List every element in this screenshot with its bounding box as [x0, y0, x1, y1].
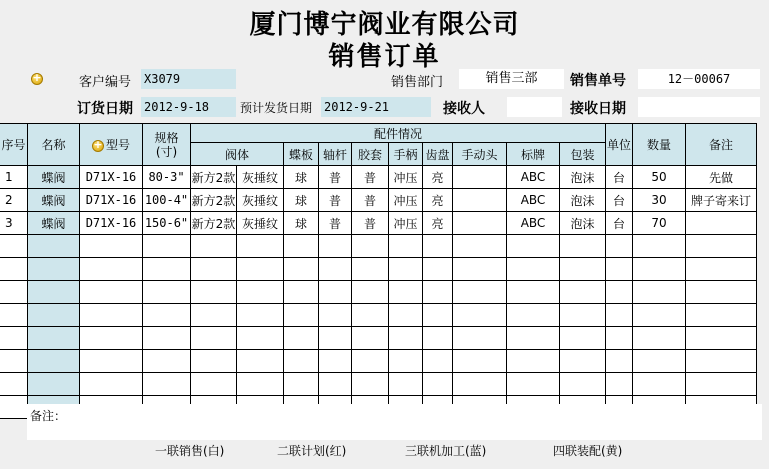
cell-spec[interactable] [143, 304, 191, 327]
cell-body1[interactable]: 新方2款 [191, 212, 237, 235]
cell-shaft[interactable] [319, 304, 352, 327]
order-no-field[interactable]: 12－00067 [638, 69, 760, 89]
col-plate: 蝶板 [284, 143, 319, 166]
cell-body1[interactable]: 新方2款 [191, 166, 237, 189]
copy-1-label: 一联销售(白) [155, 444, 225, 458]
cell-remark[interactable] [686, 373, 757, 396]
col-model-label: 型号 [105, 138, 130, 152]
cell-qty[interactable] [633, 258, 686, 281]
customer-field[interactable]: X3079 [141, 69, 236, 89]
cell-name[interactable] [28, 304, 80, 327]
cell-plate[interactable] [284, 327, 319, 350]
cell-qty[interactable] [633, 281, 686, 304]
cell-shaft[interactable]: 普 [319, 166, 352, 189]
cell-plate[interactable] [284, 304, 319, 327]
cell-shaft[interactable] [319, 373, 352, 396]
cell-shaft[interactable] [319, 327, 352, 350]
cell-body2[interactable] [237, 373, 284, 396]
cell-body2[interactable] [237, 281, 284, 304]
cell-pack[interactable] [560, 258, 606, 281]
receive-date-field[interactable] [638, 97, 760, 117]
cell-handle[interactable] [389, 327, 423, 350]
cell-qty[interactable] [633, 327, 686, 350]
cell-gear[interactable]: 亮 [423, 166, 453, 189]
table-row [0, 166, 757, 189]
cell-seq[interactable] [0, 327, 28, 350]
cell-qty[interactable] [633, 350, 686, 373]
copy-2-label: 二联计划(红) [277, 444, 347, 458]
receiver-field[interactable] [507, 97, 562, 117]
cell-body2[interactable]: 灰捶纹 [237, 166, 284, 189]
cell-unit[interactable]: 台 [606, 212, 633, 235]
cell-plate[interactable] [284, 350, 319, 373]
cell-seq[interactable]: 2 [0, 189, 28, 212]
cell-gear[interactable] [423, 258, 453, 281]
cell-body1[interactable] [191, 327, 237, 350]
cell-name[interactable] [28, 235, 80, 258]
cell-handle[interactable]: 冲压 [389, 212, 423, 235]
cell-unit[interactable] [606, 373, 633, 396]
cell-plate[interactable]: 球 [284, 166, 319, 189]
cell-body2[interactable] [237, 304, 284, 327]
cell-brand[interactable]: ABC [507, 189, 560, 212]
cell-handle[interactable] [389, 373, 423, 396]
col-brand: 标牌 [507, 143, 560, 166]
table-row [0, 281, 757, 304]
cell-name[interactable]: 蝶阀 [28, 166, 80, 189]
col-model [80, 124, 143, 166]
col-handle: 手柄 [389, 143, 423, 166]
cell-spec[interactable]: 100-4" [143, 189, 191, 212]
cell-remark[interactable] [686, 281, 757, 304]
note-label: 备注： [30, 409, 67, 423]
col-name: 名称 [28, 124, 80, 166]
cell-seq[interactable]: 3 [0, 212, 28, 235]
cell-handle[interactable] [389, 235, 423, 258]
cell-sleeve[interactable] [352, 373, 389, 396]
order-no-label: 销售单号 [570, 73, 626, 89]
cell-gear[interactable] [423, 235, 453, 258]
cell-plate[interactable] [284, 373, 319, 396]
cell-hand-head[interactable] [453, 212, 507, 235]
cell-unit[interactable] [606, 281, 633, 304]
col-shaft: 轴杆 [319, 143, 352, 166]
cell-unit[interactable] [606, 350, 633, 373]
cell-remark[interactable] [686, 235, 757, 258]
receiver-label: 接收人 [443, 101, 485, 117]
table-row [0, 350, 757, 373]
cell-spec[interactable] [143, 281, 191, 304]
cell-brand[interactable] [507, 373, 560, 396]
receive-date-label: 接收日期 [570, 101, 626, 117]
cell-remark[interactable] [686, 327, 757, 350]
col-spec [143, 124, 191, 166]
cell-body2[interactable]: 灰捶纹 [237, 189, 284, 212]
col-pack: 包装 [560, 143, 606, 166]
copy-3-label: 三联机加工(蓝) [405, 444, 487, 458]
cell-body1[interactable] [191, 350, 237, 373]
cell-body1[interactable] [191, 258, 237, 281]
cell-sleeve[interactable] [352, 258, 389, 281]
cell-model[interactable] [80, 327, 143, 350]
cell-spec[interactable]: 150-6" [143, 212, 191, 235]
cell-shaft[interactable] [319, 350, 352, 373]
cell-hand-head[interactable] [453, 281, 507, 304]
cell-body1[interactable] [191, 304, 237, 327]
cell-model[interactable] [80, 281, 143, 304]
cell-brand[interactable] [507, 304, 560, 327]
cell-name[interactable] [28, 258, 80, 281]
cell-plate[interactable] [284, 258, 319, 281]
cell-remark[interactable] [686, 304, 757, 327]
cell-gear[interactable] [423, 304, 453, 327]
add-customer-icon[interactable] [31, 73, 43, 85]
cell-brand[interactable] [507, 258, 560, 281]
cell-spec[interactable] [143, 373, 191, 396]
cell-shaft[interactable]: 普 [319, 189, 352, 212]
cell-remark[interactable]: 牌子寄来订 [686, 189, 757, 212]
cell-unit[interactable]: 台 [606, 166, 633, 189]
cell-name[interactable]: 蝶阀 [28, 212, 80, 235]
cell-model[interactable]: D71X-16 [80, 212, 143, 235]
col-gear: 齿盘 [423, 143, 453, 166]
cell-name[interactable] [28, 281, 80, 304]
cell-hand-head[interactable] [453, 327, 507, 350]
col-spec-unit: (寸) [155, 144, 178, 159]
cell-model[interactable]: D71X-16 [80, 166, 143, 189]
cell-remark[interactable] [686, 258, 757, 281]
cell-pack[interactable]: 泡沫 [560, 189, 606, 212]
cell-seq[interactable] [0, 235, 28, 258]
cell-remark[interactable]: 先做 [686, 166, 757, 189]
cell-pack[interactable]: 泡沫 [560, 166, 606, 189]
cell-seq[interactable] [0, 373, 28, 396]
cell-shaft[interactable] [319, 235, 352, 258]
copy-4-label: 四联装配(黄) [553, 444, 623, 458]
table-row [0, 235, 757, 258]
cell-pack[interactable] [560, 304, 606, 327]
cell-body2[interactable] [237, 327, 284, 350]
cell-handle[interactable] [389, 281, 423, 304]
cell-body1[interactable] [191, 235, 237, 258]
cell-qty[interactable] [633, 373, 686, 396]
cell-unit[interactable]: 台 [606, 189, 633, 212]
cell-spec[interactable] [143, 350, 191, 373]
cell-sleeve[interactable] [352, 350, 389, 373]
order-date-label: 订货日期 [77, 101, 133, 117]
col-unit: 单位 [606, 124, 633, 166]
cell-body1[interactable] [191, 281, 237, 304]
cell-sleeve[interactable]: 普 [352, 166, 389, 189]
cell-name[interactable] [28, 350, 80, 373]
cell-name[interactable] [28, 327, 80, 350]
cell-sleeve[interactable]: 普 [352, 212, 389, 235]
cell-plate[interactable]: 球 [284, 212, 319, 235]
cell-gear[interactable]: 亮 [423, 212, 453, 235]
cell-qty[interactable]: 30 [633, 189, 686, 212]
cell-spec[interactable] [143, 235, 191, 258]
cell-seq[interactable] [0, 258, 28, 281]
col-qty: 数量 [633, 124, 686, 166]
cell-name[interactable]: 蝶阀 [28, 189, 80, 212]
col-seq: 序号 [0, 124, 28, 166]
cell-model[interactable] [80, 373, 143, 396]
cell-model[interactable] [80, 350, 143, 373]
cell-brand[interactable]: ABC [507, 212, 560, 235]
cell-brand[interactable] [507, 235, 560, 258]
cell-gear[interactable] [423, 350, 453, 373]
table-row [0, 212, 757, 235]
cell-hand-head[interactable] [453, 166, 507, 189]
cell-gear[interactable] [423, 281, 453, 304]
cell-hand-head[interactable] [453, 304, 507, 327]
cell-model[interactable] [80, 258, 143, 281]
cell-body2[interactable]: 灰捶纹 [237, 212, 284, 235]
cell-remark[interactable] [686, 350, 757, 373]
cell-seq[interactable] [0, 281, 28, 304]
company-title: 厦门博宁阀业有限公司 [249, 10, 520, 40]
cell-seq[interactable] [0, 396, 28, 419]
cell-seq[interactable] [0, 304, 28, 327]
cell-remark[interactable] [686, 212, 757, 235]
col-spec-label: 规格 [154, 130, 179, 145]
col-body: 阀体 [191, 143, 284, 166]
cell-spec[interactable]: 80-3" [143, 166, 191, 189]
cell-spec[interactable] [143, 327, 191, 350]
cell-sleeve[interactable] [352, 235, 389, 258]
cell-handle[interactable]: 冲压 [389, 166, 423, 189]
cell-hand-head[interactable] [453, 350, 507, 373]
cell-gear[interactable]: 亮 [423, 189, 453, 212]
cell-handle[interactable] [389, 304, 423, 327]
cell-seq[interactable] [0, 350, 28, 373]
order-table [0, 123, 757, 419]
cell-pack[interactable] [560, 235, 606, 258]
cell-seq[interactable]: 1 [0, 166, 28, 189]
cell-hand-head[interactable] [453, 373, 507, 396]
cell-qty[interactable] [633, 304, 686, 327]
cell-brand[interactable] [507, 327, 560, 350]
cell-model[interactable]: D71X-16 [80, 189, 143, 212]
cell-brand[interactable] [507, 281, 560, 304]
table-row [0, 327, 757, 350]
col-hand-head: 手动头 [453, 143, 507, 166]
cell-unit[interactable] [606, 258, 633, 281]
cell-model[interactable] [80, 235, 143, 258]
cell-handle[interactable] [389, 350, 423, 373]
add-model-icon[interactable] [92, 140, 104, 152]
cell-body2[interactable] [237, 350, 284, 373]
note-box[interactable] [27, 404, 762, 440]
ship-date-field[interactable]: 2012-9-21 [321, 97, 431, 117]
ship-date-label: 预计发货日期 [240, 101, 313, 115]
cell-handle[interactable]: 冲压 [389, 189, 423, 212]
cell-pack[interactable] [560, 281, 606, 304]
cell-qty[interactable]: 70 [633, 212, 686, 235]
dept-label: 销售部门 [391, 75, 444, 90]
cell-plate[interactable] [284, 281, 319, 304]
cell-gear[interactable] [423, 327, 453, 350]
cell-pack[interactable] [560, 350, 606, 373]
cell-shaft[interactable] [319, 281, 352, 304]
cell-sleeve[interactable] [352, 304, 389, 327]
col-parts: 配件情况 [191, 124, 606, 143]
cell-unit[interactable] [606, 327, 633, 350]
cell-body2[interactable] [237, 235, 284, 258]
cell-body1[interactable]: 新方2款 [191, 189, 237, 212]
cell-pack[interactable] [560, 327, 606, 350]
cell-sleeve[interactable] [352, 327, 389, 350]
cell-body2[interactable] [237, 258, 284, 281]
table-row [0, 189, 757, 212]
customer-label: 客户编号 [79, 75, 132, 90]
cell-hand-head[interactable] [453, 258, 507, 281]
cell-brand[interactable]: ABC [507, 166, 560, 189]
table-row [0, 304, 757, 327]
table-row [0, 373, 757, 396]
table-row [0, 258, 757, 281]
cell-plate[interactable]: 球 [284, 189, 319, 212]
cell-plate[interactable] [284, 235, 319, 258]
cell-body1[interactable] [191, 373, 237, 396]
document-title: 销售订单 [328, 42, 441, 72]
cell-hand-head[interactable] [453, 235, 507, 258]
cell-model[interactable] [80, 304, 143, 327]
cell-pack[interactable]: 泡沫 [560, 212, 606, 235]
cell-shaft[interactable] [319, 258, 352, 281]
cell-unit[interactable] [606, 304, 633, 327]
cell-name[interactable] [28, 373, 80, 396]
cell-qty[interactable] [633, 235, 686, 258]
cell-hand-head[interactable] [453, 189, 507, 212]
col-remark: 备注 [686, 124, 757, 166]
cell-gear[interactable] [423, 373, 453, 396]
cell-sleeve[interactable]: 普 [352, 189, 389, 212]
dept-field[interactable]: 销售三部 [459, 69, 564, 89]
cell-spec[interactable] [143, 258, 191, 281]
cell-shaft[interactable]: 普 [319, 212, 352, 235]
cell-brand[interactable] [507, 350, 560, 373]
order-date-field[interactable]: 2012-9-18 [141, 97, 236, 117]
cell-sleeve[interactable] [352, 281, 389, 304]
cell-unit[interactable] [606, 235, 633, 258]
col-sleeve: 胶套 [352, 143, 389, 166]
cell-pack[interactable] [560, 373, 606, 396]
cell-handle[interactable] [389, 258, 423, 281]
cell-qty[interactable]: 50 [633, 166, 686, 189]
